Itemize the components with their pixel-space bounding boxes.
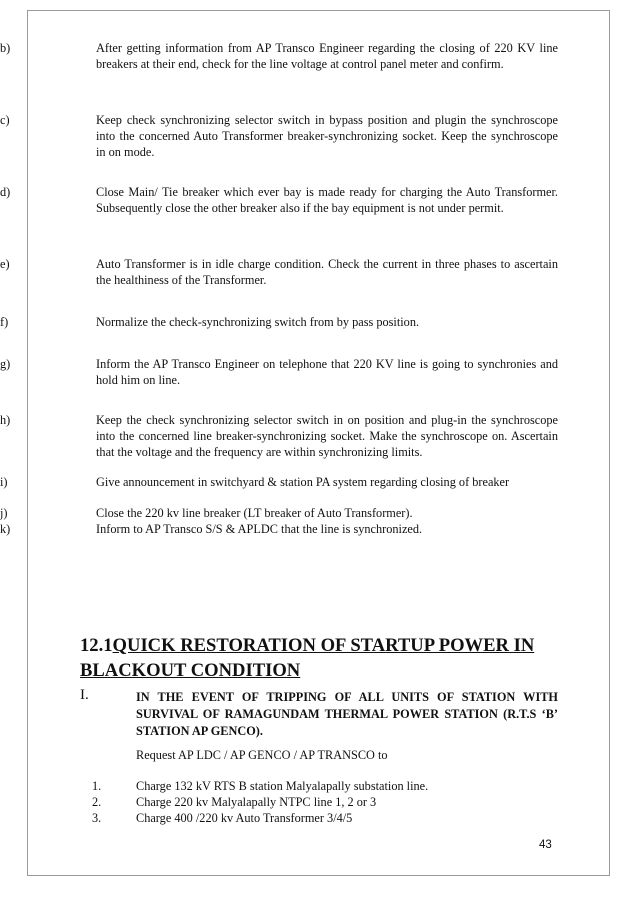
list-item-b <box>0 40 558 72</box>
item-text: After getting information from AP Transco Engineer regarding the closing of 220 KV line breakers at their end, check for the line voltage at control panel meter and confirm. <box>96 41 558 71</box>
section-title-line2: BLACKOUT CONDITION <box>80 660 301 681</box>
item-text: Inform to AP Transco S/S & APLDC that the line is synchronized. <box>96 522 423 536</box>
subsection <box>80 689 558 740</box>
list-item-i <box>0 474 558 490</box>
item-label: k) <box>0 522 11 536</box>
list-item-h <box>0 412 558 460</box>
item-label: e) <box>0 257 10 271</box>
subsection-numeral: I. <box>80 687 89 703</box>
item-text: Auto Transformer is in idle charge condition. Check the current in three phases to ascertain the healthiness of the Transformer. <box>96 257 558 287</box>
section-number: 12.1 <box>80 635 113 656</box>
list-item-c <box>0 112 558 160</box>
section-title-line1: QUICK RESTORATION OF STARTUP POWER IN <box>112 635 535 656</box>
list-item-g <box>0 356 558 388</box>
list-item-k <box>0 521 558 537</box>
item-text: Keep the check synchronizing selector switch in on position and plug-in the synchroscope into the concerned line breaker-synchronizing socket. Make the synchroscope on. Ascertain that the voltage and the frequency are within synchronizing limits. <box>96 413 558 459</box>
section-heading <box>80 633 550 683</box>
request-line: Request AP LDC / AP GENCO / AP TRANSCO to <box>136 748 388 762</box>
item-text: Inform the AP Transco Engineer on telephone that 220 KV line is going to synchronies and hold him on line. <box>96 357 558 387</box>
item-text: Close the 220 kv line breaker (LT breaker of Auto Transformer). <box>96 506 413 520</box>
subsection-text: IN THE EVENT OF TRIPPING OF ALL UNITS OF STATION WITH SURVIVAL OF RAMAGUNDAM THERMAL POWER STATION (R.T.S ‘B’ STATION AP GENCO). <box>136 690 558 738</box>
step-number: 2. <box>92 795 102 809</box>
item-label: b) <box>0 41 11 55</box>
item-label: i) <box>0 475 8 489</box>
step-number: 3. <box>92 811 102 825</box>
item-text: Normalize the check-synchronizing switch from by pass position. <box>96 315 420 329</box>
step-number: 1. <box>92 779 102 793</box>
list-item-d <box>0 184 558 216</box>
list-item-j <box>0 505 558 521</box>
item-text: Close Main/ Tie breaker which ever bay is made ready for charging the Auto Transformer. Subsequently close the other breaker also if the bay equipment is not under permit. <box>96 185 558 215</box>
item-label: d) <box>0 185 11 199</box>
item-text: Give announcement in switchyard & station PA system regarding closing of breaker <box>96 475 510 489</box>
step-text: Charge 400 /220 kv Auto Transformer 3/4/5 <box>136 811 353 825</box>
item-label: j) <box>0 506 8 520</box>
page-number: 43 <box>539 839 552 851</box>
step-text: Charge 132 kV RTS B station Malyalapally substation line. <box>136 779 429 793</box>
item-label: f) <box>0 315 9 329</box>
item-label: g) <box>0 357 11 371</box>
item-label: h) <box>0 413 11 427</box>
list-item-e <box>0 256 558 288</box>
item-label: c) <box>0 113 10 127</box>
step-text: Charge 220 kv Malyalapally NTPC line 1, 2 or 3 <box>136 795 377 809</box>
list-item-f <box>0 314 558 330</box>
item-text: Keep check synchronizing selector switch in bypass position and plugin the synchroscope into the concerned Auto Transformer breaker-synchronizing socket. Keep the synchroscope in on mode. <box>96 113 558 159</box>
